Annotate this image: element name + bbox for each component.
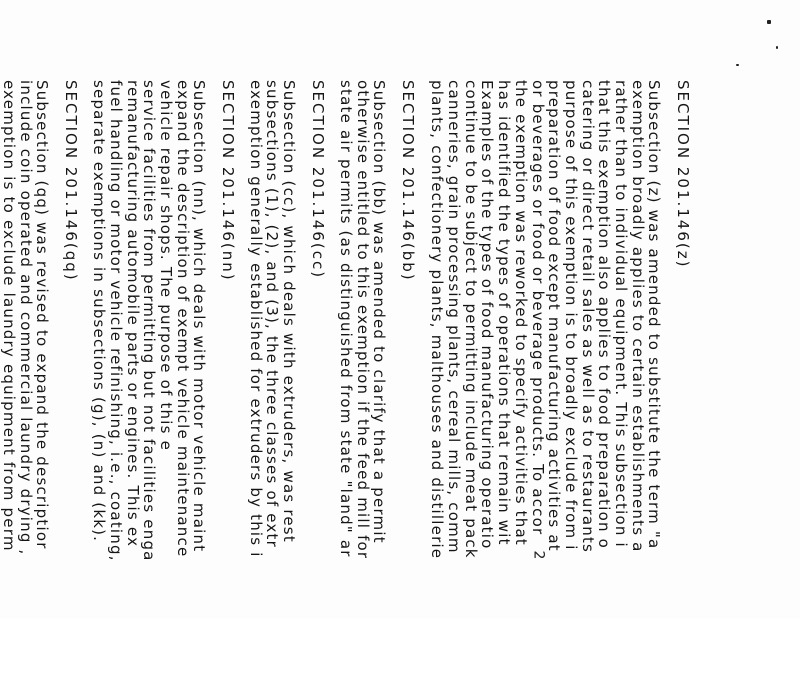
paragraph-line: separate exemptions in subsections (g), (n) and (kk).	[90, 80, 109, 543]
paragraph-line: exemption broadly applies to certain establishments a	[628, 80, 647, 553]
paragraph-line: purpose of this exemption is to broadly exclude from i	[562, 80, 580, 551]
paragraph-line: the exemption was reworked to specify activities that	[511, 80, 530, 546]
paragraph-line: exemption generally established for extruders by this i	[246, 80, 265, 558]
scan-speck	[776, 46, 778, 49]
section-heading: SECTION 201.146(cc)	[309, 80, 327, 280]
paragraph-line: Examples of the types of food manufacturing operatio	[478, 80, 497, 550]
page-number: 2	[530, 550, 547, 560]
paragraph-line: that this exemption also applies to food preparation o	[595, 80, 614, 550]
paragraph-line: preparation of food except manufacturing activities at	[545, 80, 564, 552]
paragraph-line: state air permits (as distinguished from state "land" ar	[337, 80, 356, 558]
scan-speck	[767, 20, 771, 24]
paragraph-line: vehicle repair shops. The purpose of this e	[157, 80, 176, 452]
paragraph-line: include coin operated and commercial laundry drying ,	[16, 80, 35, 556]
paragraph-line: service facilities from permitting but not facilities enga	[140, 80, 159, 562]
paragraph-line: otherwise entitled to this exemption if the feed mill for	[353, 80, 372, 560]
paragraph-line: plants, confectionery plants, malthouses and distillerie	[428, 80, 447, 560]
section-heading: SECTION 201.146(bb)	[399, 80, 417, 282]
paragraph-line: catering or direct retail sales as well as to restaurants	[578, 80, 597, 554]
paragraph-line: expand the description of exempt vehicle maintenance	[173, 80, 192, 558]
paragraph-line: Subsection (bb) was amended to clarify that a permit	[370, 80, 389, 544]
paragraph-line: has identified the types of operations that remain wit	[495, 80, 514, 546]
paragraph-line: Subsection (z) was amended to substitute the term "a	[645, 80, 664, 550]
paragraph-line: Subsection (qq) was revised to expand the descriptior	[33, 80, 52, 550]
paragraph-line: canneries, grain processing plants, cereal mills, comm	[445, 80, 464, 554]
paragraph-line: remanufacturing automobile parts or engines. This ex	[123, 80, 142, 548]
scan-speck	[736, 64, 739, 66]
paragraph-line: Subsection (cc), which deals with extruders, was rest	[280, 80, 298, 543]
rotated-text-block	[0, 80, 692, 700]
paragraph-line: or beverages or food or beverage products. To accor	[528, 80, 547, 536]
paragraph-line: continue to be subject to permitting include meat pack	[461, 80, 480, 559]
paragraph-line: Subsection (nn), which deals with motor vehicle maint	[190, 80, 209, 553]
paragraph-line: exemption is to exclude laundry equipment from perm	[0, 80, 19, 552]
section-heading: SECTION 201.146(qq)	[62, 80, 80, 282]
paragraph-line: rather than to individual equipment. This subsection i	[612, 80, 631, 548]
section-heading: SECTION 201.146(z)	[674, 80, 692, 269]
section-heading: SECTION 201.146(nn)	[219, 80, 237, 282]
paragraph-line: subsections (1), (2), and (3), the three classes of extr	[263, 80, 282, 548]
paragraph-line: fuel handling or motor vehicle refinishing, i.e., coating,	[107, 80, 125, 562]
